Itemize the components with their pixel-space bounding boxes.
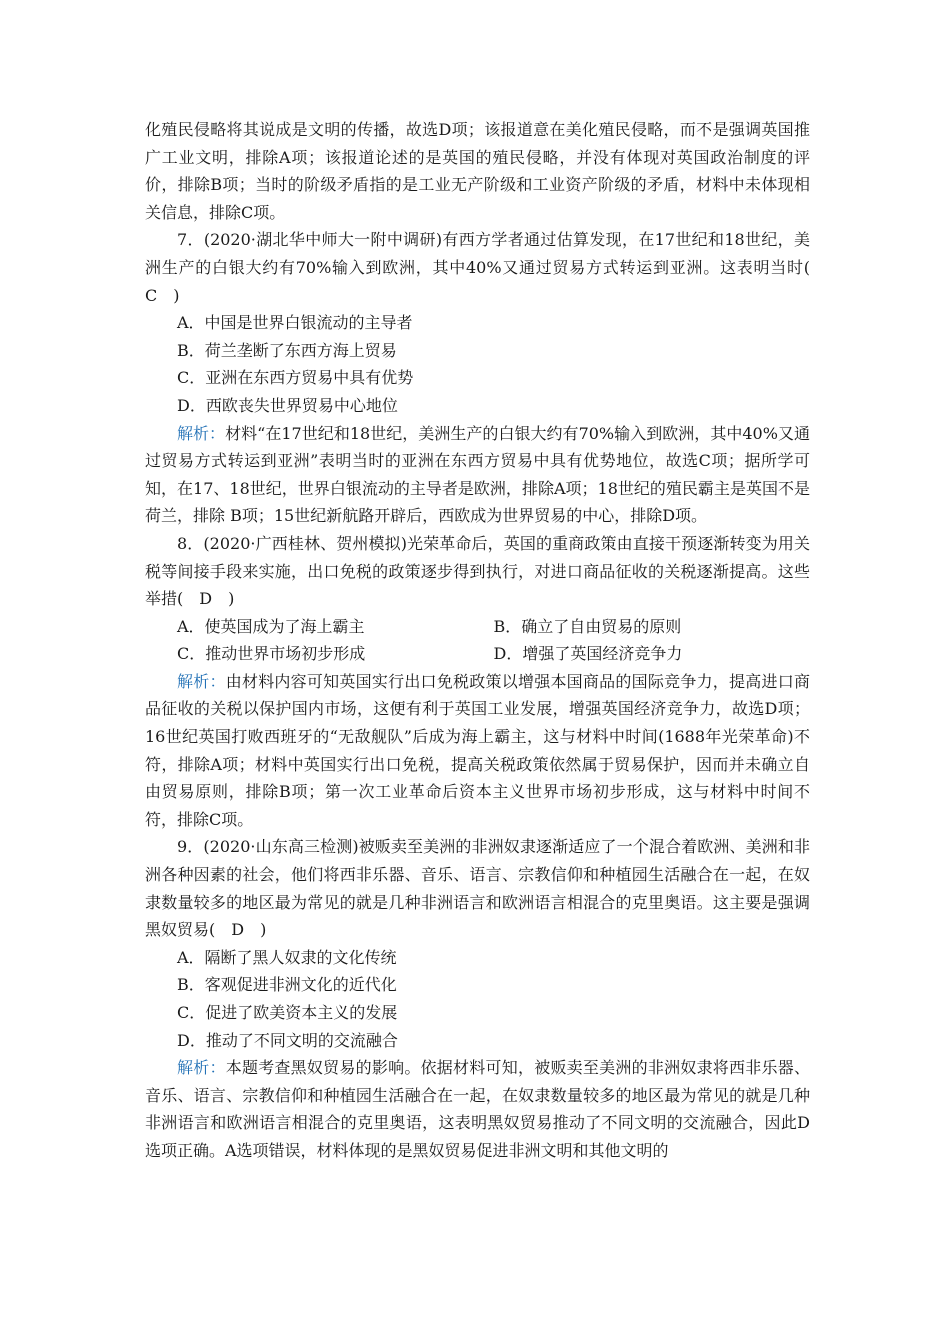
question-8-option-c: C．推动世界市场初步形成 [177,644,366,664]
question-8-option-a: A．使英国成为了海上霸主 [177,616,365,636]
question-8-analysis-text: 由材料内容可知英国实行出口免税政策以增强本国商品的国际竞争力，提高进口商品征收的关税以保护国内市场，这便有利于英国工业发展，增强英国经济竞争力，故选D项；16世纪英国打败西班牙的“无敌舰队”后成为海上霸主，这与材料中时间(1688年光荣革命)不符，排除A项；材料中英国实行出口免税，提高关税政策依然属于贸易保护，因而并未确立自由贸易原则，排除B项；第一次工业革命后资本主义世界市场初步形成，这与材料中时间不符，排除C项。 [145,671,810,829]
analysis-label: 解析： [177,423,226,443]
question-9-analysis-text: 本题考查黑奴贸易的影响。依据材料可知，被贩卖至美洲的非洲奴隶将西非乐器、音乐、语言、宗教信仰和种植园生活融合在一起，在奴隶数量较多的地区最为常见的就是几种非洲语言和欧洲语言相混合的克里奥语，这表明黑奴贸易推动了不同文明的交流融合，因此D选项正确。A选项错误，材料体现的是黑奴贸易促进非洲文明和其他文明的 [145,1058,810,1160]
question-9-option-c: C．促进了欧美资本主义的发展 [177,1003,398,1022]
question-7-option-c: C．亚洲在东西方贸易中具有优势 [177,368,414,388]
intro-paragraph: 化殖民侵略将其说成是文明的传播，故选D项；该报道意在美化殖民侵略，而不是强调英国推广工业文明，排除A项；该报道论述的是英国的殖民侵略，并没有体现对英国政治制度的评价，排除B项；当时的阶级矛盾指的是工业无产阶级和工业资产阶级的矛盾，材料中未体现相关信息，排除C项。 [145,120,810,222]
question-7-option-b: B．荷兰垄断了东西方海上贸易 [177,340,397,360]
question-9-analysis [145,1054,810,1164]
document-page [145,116,827,1165]
question-8-options-row-2 [145,640,810,668]
question-7-stem: 7．(2020·湖北华中师大一附中调研)有西方学者通过估算发现，在17世纪和18世纪，美洲生产的白银大约有70%输入到欧洲，其中40%又通过贸易方式转运到亚洲。这表明当时( C ) [145,230,827,305]
question-7-option-a: A．中国是世界白银流动的主导者 [177,313,413,333]
question-9-option-b: B．客观促进非洲文化的近代化 [177,975,397,995]
question-8-option-b: B．确立了自由贸易的原则 [493,616,682,636]
analysis-label: 解析： [177,1058,226,1078]
question-7-analysis-text: 材料“在17世纪和18世纪，美洲生产的白银大约有70%输入到欧洲，其中40%又通过贸易方式转运到亚洲”表明当时的亚洲在东西方贸易中具有优势地位，故选C项；据所学可知，在17、18世纪，世界白银流动的主导者是欧洲，排除A项；18世纪的殖民霸主是英国不是荷兰，排除 B项；15世纪新航路开辟后，西欧成为世界贸易的中心，排除D项。 [145,423,810,526]
question-9-option-a: A．隔断了黑人奴隶的文化传统 [177,947,397,967]
question-7-analysis [145,420,810,530]
question-8-options-row-1 [145,613,810,641]
question-9-stem: 9．(2020·山东高三检测)被贩卖至美洲的非洲奴隶逐渐适应了一个混合着欧洲、美洲和非洲各种因素的社会，他们将西非乐器、音乐、语言、宗教信仰和种植园生活融合在一起，在奴隶数量较多的地区最为常见的就是几种非洲语言和欧洲语言相混合的克里奥语。这主要是强调黑奴贸易( D ) [145,837,810,940]
question-8-stem: 8．(2020·广西桂林、贺州模拟)光荣革命后，英国的重商政策由直接干预逐渐转变为用关税等间接手段来实施，出口免税的政策逐步得到执行，对进口商品征收的关税逐渐提高。这些举措( D ) [145,533,810,609]
question-7-option-d: D．西欧丧失世界贸易中心地位 [177,395,398,415]
question-8-analysis [145,668,810,834]
question-9-option-d: D．推动了不同文明的交流融合 [177,1030,398,1050]
question-8-option-d: D．增强了英国经济竞争力 [493,644,683,664]
analysis-label: 解析： [177,671,226,691]
